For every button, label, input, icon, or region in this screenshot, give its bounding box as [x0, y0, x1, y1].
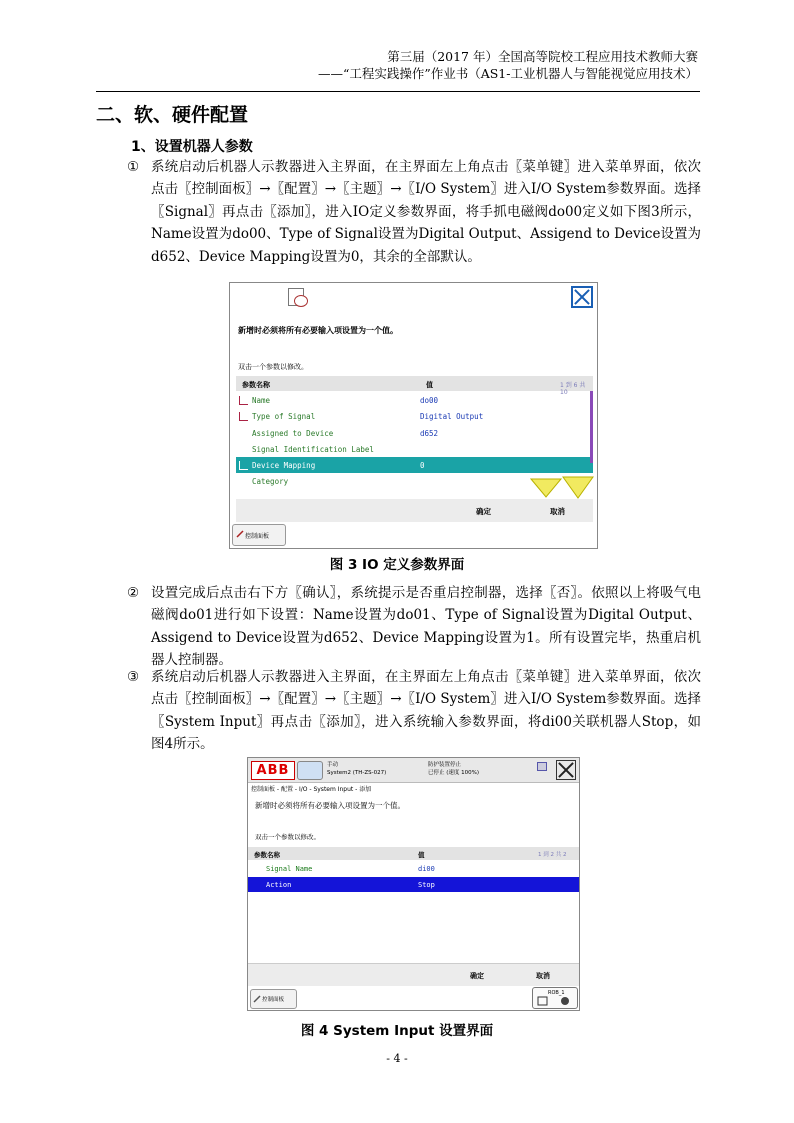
- edit-hint: 双击一个参数以修改。: [255, 833, 320, 841]
- param-name: Action: [266, 881, 292, 889]
- scrollbar[interactable]: [590, 391, 593, 463]
- status-mode: 手动: [327, 762, 339, 768]
- robot-icon: [537, 996, 549, 1006]
- required-message: 新增时必须将所有必要输入项设置为一个值。: [238, 326, 398, 335]
- status-state: 防护装置停止: [428, 762, 462, 768]
- table-header: [248, 847, 579, 860]
- param-value: Stop: [418, 881, 435, 889]
- table-row[interactable]: [248, 861, 579, 876]
- taskbar-control-panel[interactable]: [250, 989, 297, 1009]
- figure-4-screenshot: [247, 757, 580, 1011]
- table-row[interactable]: [236, 441, 593, 457]
- section-title: 二、软、硬件配置: [96, 104, 249, 126]
- step-number: ②: [127, 585, 140, 601]
- status-system: System2 (TH-ZS-027): [327, 770, 387, 776]
- required-icon: [239, 461, 248, 470]
- param-value: do00: [420, 396, 439, 405]
- column-param-name: 参数名称: [254, 851, 280, 859]
- required-icon: [239, 412, 248, 421]
- header-rule: [96, 91, 700, 92]
- table-row[interactable]: [236, 408, 593, 424]
- taskbar-control-panel[interactable]: [232, 524, 286, 546]
- breadcrumb: 控制面板 - 配置 - I/O - System Input - 添加: [251, 786, 372, 793]
- table-row-selected[interactable]: [248, 877, 579, 892]
- wrench-icon: [253, 995, 261, 1003]
- step-number: ①: [127, 159, 140, 175]
- figure-3-screenshot: [229, 282, 598, 549]
- table-row[interactable]: [236, 392, 593, 408]
- column-value: 值: [418, 851, 425, 859]
- step-text: 系统启动后机器人示教器进入主界面，在主界面左上角点击〖菜单键〗进入菜单界面，依次点击〖控制面板〗→〖配置〗→〖主题〗→〖I/O System〗进入I/O System参数界面。选择〖Signal〗再点击〖添加〗，进入IO定义参数界面，将手抓电磁阀do00定义如下图3所示，Name设置为do00、Type of Signal设置为Digital Output、Assigend to Device设置为d652、Device Mapping设置为0，其余的全部默认。: [151, 159, 701, 265]
- param-name: Type of Signal: [252, 412, 316, 422]
- edit-hint: 双击一个参数以修改。: [238, 363, 308, 371]
- required-message: 新增时必须将所有必要输入项设置为一个值。: [255, 801, 405, 810]
- table-row-selected[interactable]: [236, 457, 593, 473]
- window-icon: [537, 762, 547, 771]
- status-bar: [248, 758, 579, 783]
- step-3: [127, 666, 701, 756]
- robot-unit-label: ROB_1: [548, 990, 565, 996]
- param-value: d652: [420, 428, 439, 438]
- status-speed: 已停止 (速度 100%): [428, 770, 480, 776]
- param-name: Signal Name: [266, 865, 313, 873]
- header-line-1: 第三届（2017 年）全国高等院校工程应用技术教师大赛: [387, 49, 698, 64]
- table-header: [236, 376, 593, 396]
- pager-text: 1 到 2 共 2: [538, 852, 567, 858]
- close-icon[interactable]: [556, 760, 576, 780]
- user-badge-icon: [294, 295, 308, 307]
- ok-button[interactable]: 确定: [476, 507, 491, 516]
- footer-bar: [236, 499, 593, 522]
- step-2: [127, 582, 701, 672]
- cancel-button[interactable]: 取消: [536, 972, 550, 980]
- footer-bar: [248, 963, 579, 986]
- header-line-2: ——“工程实践操作”作业书（AS1-工业机器人与智能视觉应用技术）: [317, 66, 698, 81]
- subsection-title: 1、设置机器人参数: [131, 139, 253, 155]
- quickset-button[interactable]: [532, 987, 578, 1009]
- param-value: Digital Output: [420, 412, 484, 422]
- param-name: Name: [252, 396, 271, 405]
- param-value: 0: [420, 461, 425, 471]
- user-icon[interactable]: [297, 761, 323, 780]
- param-name: Device Mapping: [252, 461, 316, 471]
- step-text: 系统启动后机器人示教器进入主界面，在主界面左上角点击〖菜单键〗进入菜单界面，依次点击〖控制面板〗→〖配置〗→〖主题〗→〖I/O System〗进入I/O System参数界面。选择〖System Input〗再点击〖添加〗，进入系统输入参数界面，将di00关联机器人Stop，如图4所示。: [151, 669, 701, 753]
- figure-3-caption: 图 3 IO 定义参数界面: [329, 557, 465, 573]
- page-header: [318, 48, 698, 82]
- page-number: - 4 -: [386, 1052, 408, 1065]
- figure-4-caption: 图 4 System Input 设置界面: [300, 1023, 494, 1039]
- cancel-button[interactable]: 取消: [550, 507, 565, 516]
- run-mode-icon: [561, 997, 569, 1005]
- taskbar-label: 控制面板: [262, 997, 285, 1003]
- wrench-icon: [236, 530, 244, 538]
- param-value: di00: [418, 865, 435, 873]
- required-icon: [239, 396, 248, 405]
- taskbar-label: 控制面板: [245, 533, 270, 540]
- step-1: [127, 156, 701, 268]
- table-row[interactable]: [236, 425, 593, 441]
- step-text: 设置完成后点击右下方〖确认〗，系统提示是否重启控制器，选择〖否〗。依照以上将吸气电磁阀do01进行如下设置：Name设置为do01、Type of Signal设置为Digital Output、Assigend to Device设置为d652、Device Mapping设置为1。所有设置完毕，热重启机器人控制器。: [151, 585, 701, 669]
- pager-text: 1 到 6 共 10: [560, 382, 586, 396]
- step-number: ③: [127, 669, 140, 685]
- param-name: Signal Identification Label: [252, 444, 374, 454]
- abb-logo[interactable]: ABB: [251, 761, 295, 780]
- param-name: Category: [252, 477, 289, 487]
- param-name: Assigned to Device: [252, 428, 334, 438]
- scroll-down-arrows-icon[interactable]: [530, 476, 594, 500]
- ok-button[interactable]: 确定: [470, 972, 484, 980]
- column-param-name: 参数名称: [242, 381, 270, 389]
- column-value: 值: [426, 381, 433, 389]
- close-icon[interactable]: [571, 286, 593, 308]
